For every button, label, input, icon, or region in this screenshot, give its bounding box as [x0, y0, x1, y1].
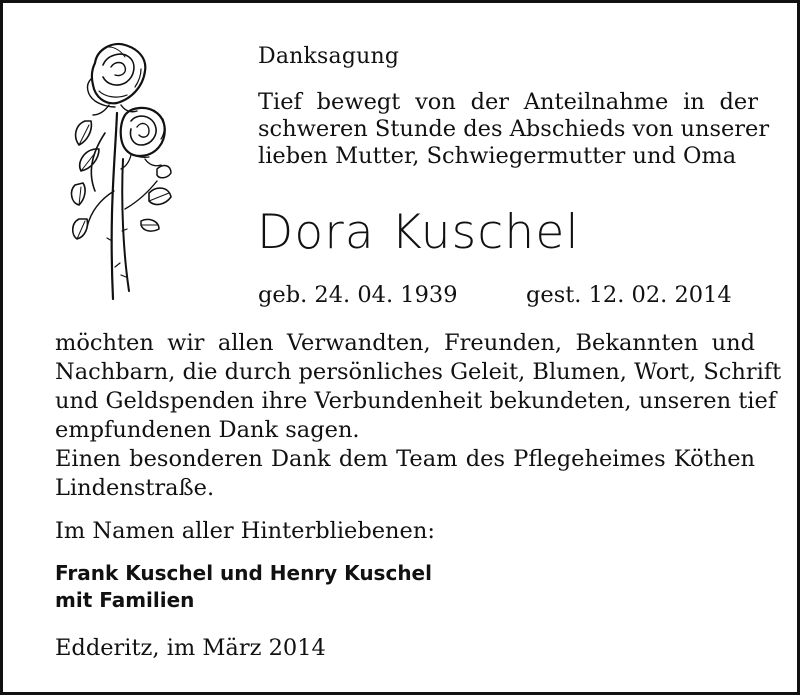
body-line: empfundenen Dank sagen.	[55, 417, 360, 443]
intro-line: Tief bewegt von der Anteilnahme in der	[258, 89, 758, 115]
intro-line: schweren Stunde des Abschieds von unserer	[258, 116, 770, 142]
rose-icon	[65, 41, 173, 303]
notice-heading: Danksagung	[258, 44, 400, 69]
signatories	[55, 560, 432, 614]
death-date: gest. 12. 02. 2014	[526, 282, 732, 308]
deceased-name: Dora Kuschel	[257, 205, 580, 260]
intro-paragraph	[258, 89, 770, 170]
signatory-line: mit Familien	[55, 588, 195, 612]
body-line: Einen besonderen Dank dem Team des Pflegeheimes Köthen	[55, 446, 755, 472]
body-line: und Geldspenden ihre Verbundenheit bekundeten, unseren tief	[55, 388, 777, 414]
mourners-intro: Im Namen aller Hinterbliebenen:	[55, 518, 435, 544]
signatory-line: Frank Kuschel und Henry Kuschel	[55, 561, 432, 585]
body-line: möchten wir allen Verwandten, Freunden, Bekannten und	[55, 330, 755, 356]
place-and-date: Edderitz, im März 2014	[55, 635, 326, 661]
birth-date: geb. 24. 04. 1939	[258, 282, 458, 308]
body-line: Lindenstraße.	[55, 475, 215, 501]
thanks-paragraph	[55, 329, 782, 503]
body-line: Nachbarn, die durch persönliches Geleit, Blumen, Wort, Schrift	[55, 359, 782, 385]
intro-line: lieben Mutter, Schwiegermutter und Oma	[258, 143, 737, 169]
